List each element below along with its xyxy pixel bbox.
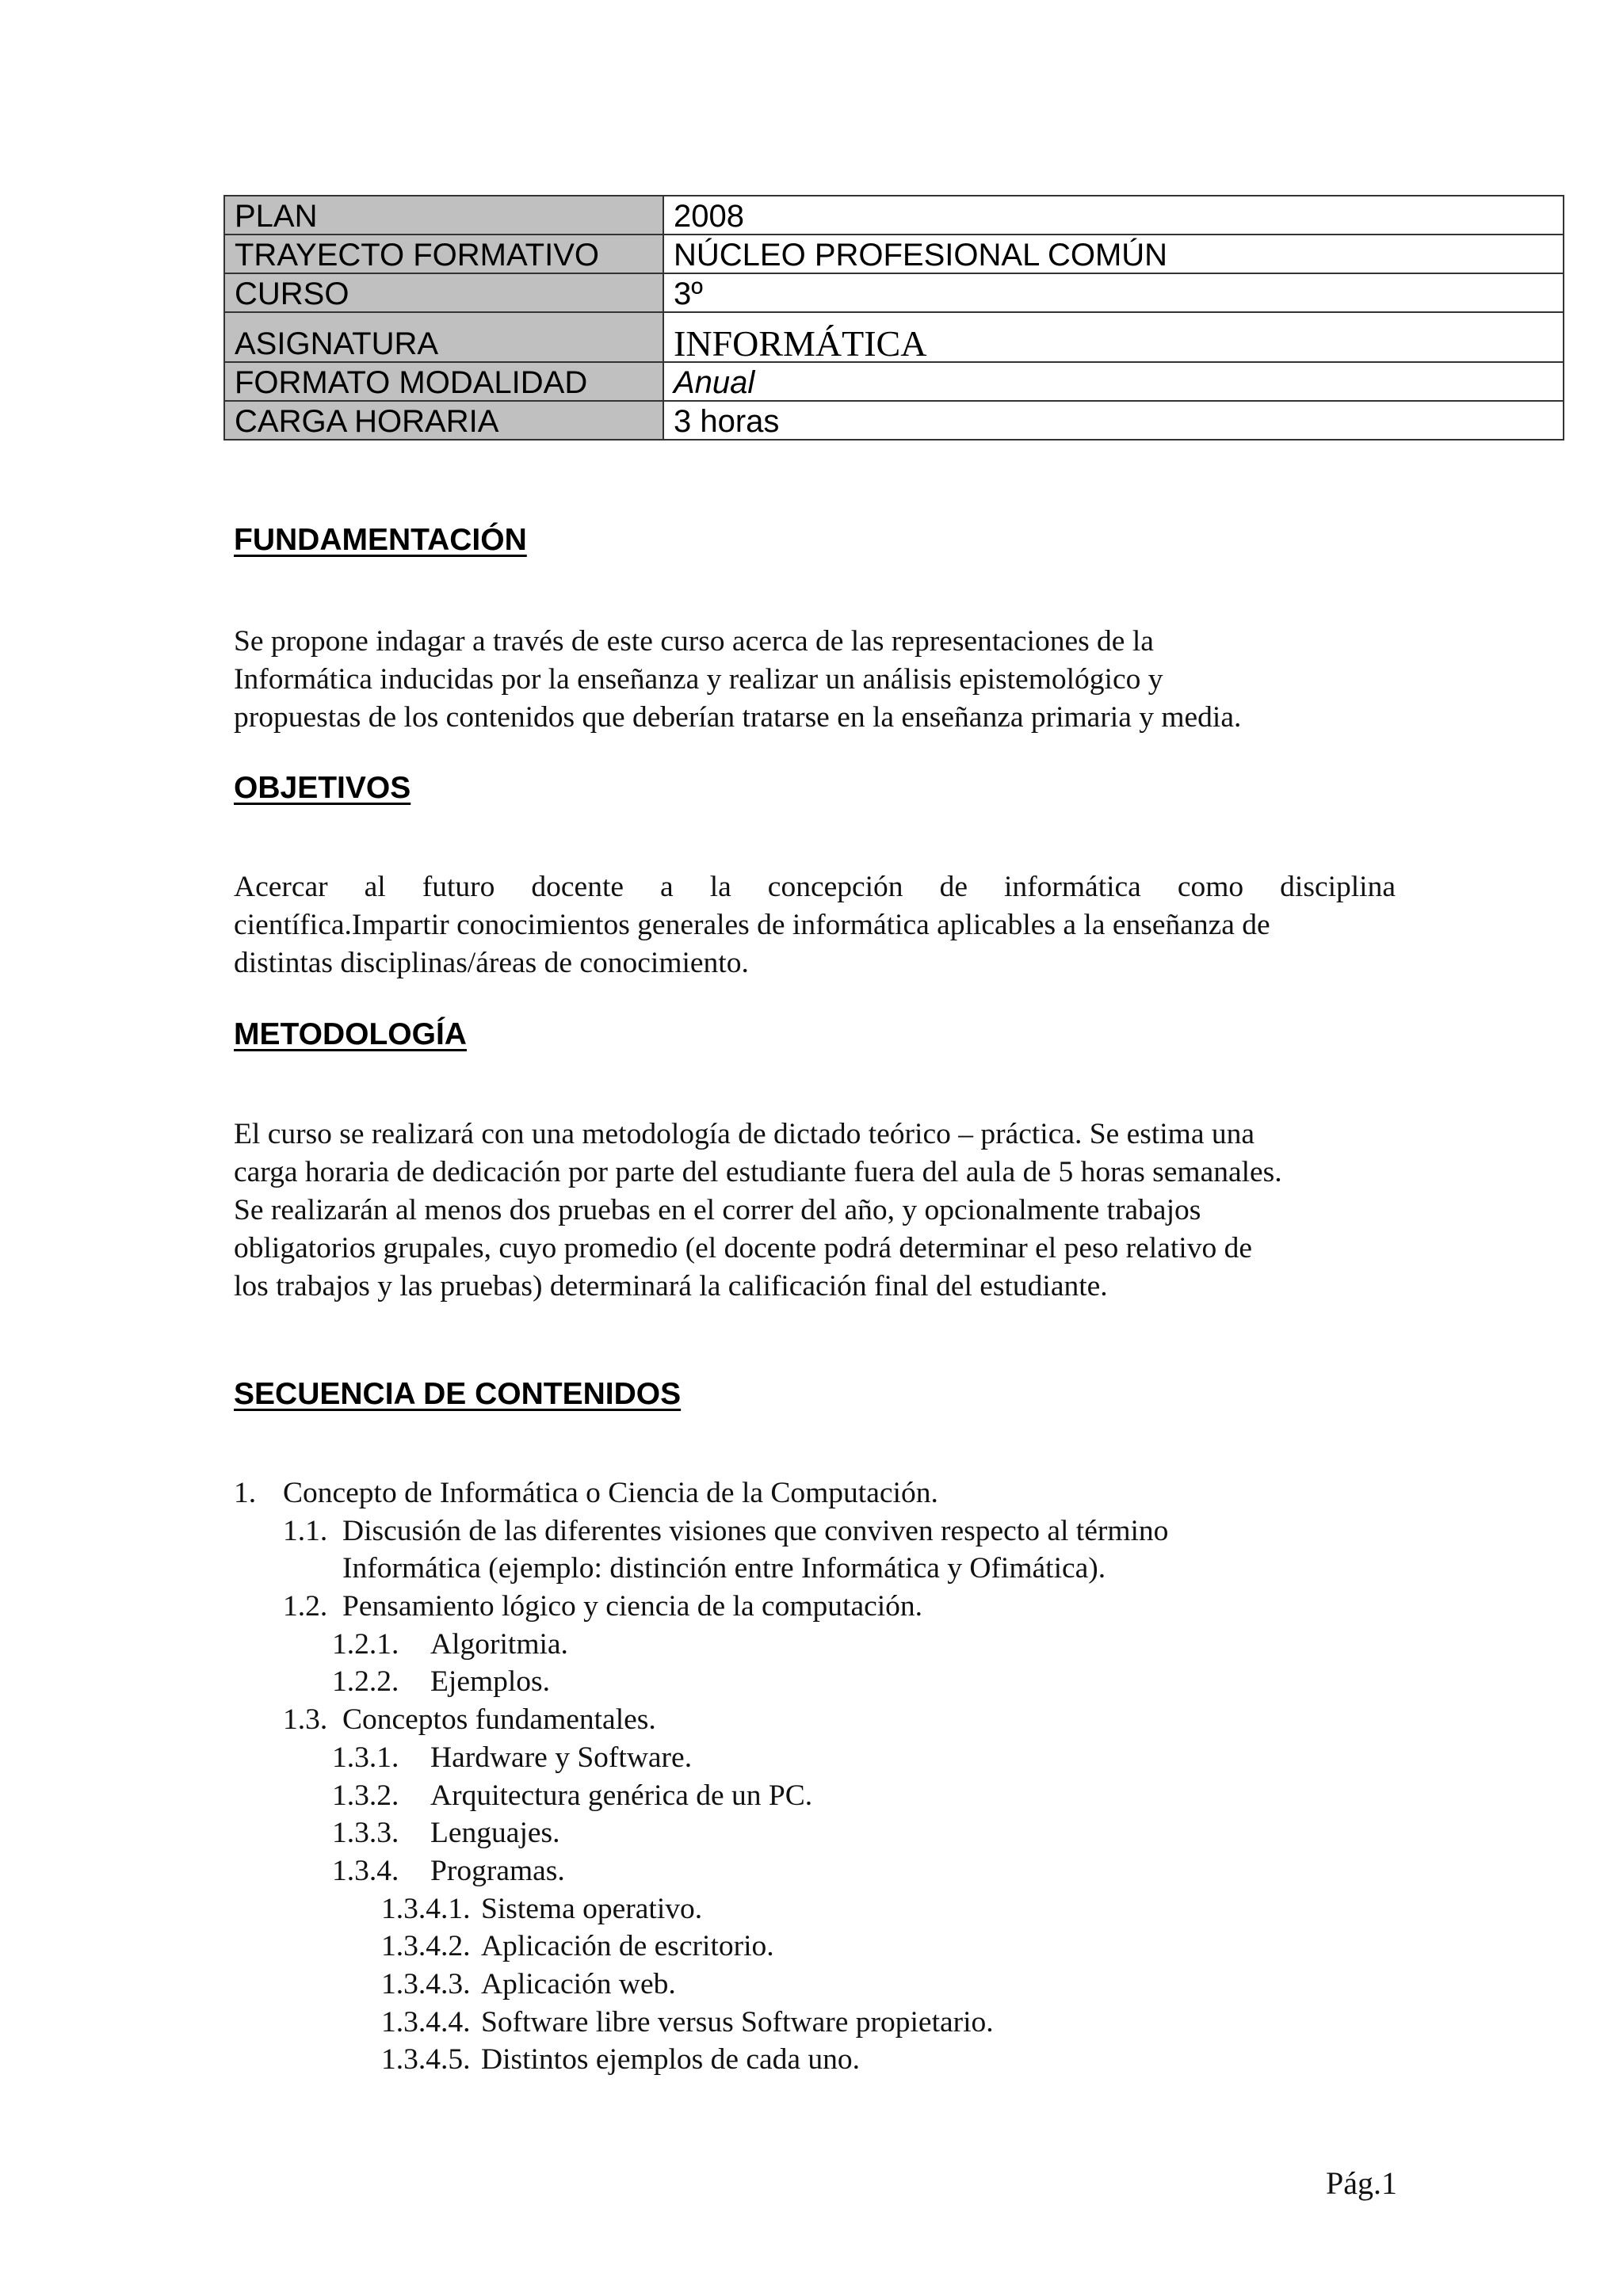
list-item-text-continued: Informática (ejemplo: distinción entre Informática y Ofimática). (342, 1552, 1106, 1585)
list-item (234, 1852, 1423, 1890)
list-item (234, 1588, 1423, 1626)
list-item-number: 1.2.2. (332, 1665, 399, 1699)
list-item-number: 1.2. (283, 1590, 328, 1623)
info-key: CARGA HORARIA (224, 401, 663, 440)
contents-list (234, 1474, 1423, 2079)
info-key: PLAN (224, 196, 663, 235)
list-item-text: Concepto de Informática o Ciencia de la Computación. (283, 1477, 938, 1509)
list-item (234, 1474, 1423, 1512)
info-key: CURSO (224, 273, 663, 312)
list-item-text: Programas. (430, 1854, 565, 1887)
list-item (234, 2004, 1423, 2042)
list-item-text: Algoritmia. (430, 1627, 568, 1661)
section-heading-objetivos: OBJETIVOS (234, 771, 411, 805)
list-item (234, 1814, 1423, 1852)
list-item-number: 1.1. (283, 1514, 328, 1547)
text-line: científica.Impartir conocimientos generales de informática aplicables a la enseñanza de (234, 909, 1270, 941)
info-row-plan (224, 196, 1564, 235)
list-item (234, 1966, 1423, 2004)
list-item-number: 1.3. (283, 1703, 328, 1737)
list-item-text: Aplicación web. (481, 1967, 676, 2000)
list-item-text: Arquitectura genérica de un PC. (430, 1779, 813, 1812)
list-item-number: 1.3.4.1. (381, 1892, 471, 1925)
text-line: carga horaria de dedicación por parte del estudiante fuera del aula de 5 horas semanales. (234, 1156, 1282, 1188)
list-item-text: Conceptos fundamentales. (342, 1703, 656, 1737)
text-line: obligatorios grupales, cuyo promedio (el docente podrá determinar el peso relativo de (234, 1232, 1252, 1264)
text-line: los trabajos y las pruebas) determinará la calificación final del estudiante. (234, 1270, 1108, 1302)
list-item-number: 1.3.4.3. (381, 1967, 471, 2000)
text-line: Acercar al futuro docente a la concepción de informática como disciplina (234, 871, 1396, 903)
info-value: Anual (663, 362, 1564, 401)
list-item-number: 1.3.1. (332, 1741, 399, 1774)
info-row-formato (224, 362, 1564, 401)
info-key: TRAYECTO FORMATIVO (224, 235, 663, 273)
info-row-trayecto (224, 235, 1564, 273)
list-item-text: Aplicación de escritorio. (481, 1930, 774, 1963)
list-item-text: Ejemplos. (430, 1665, 551, 1699)
list-item-text: Distintos ejemplos de cada uno. (481, 2043, 861, 2077)
text-line: distintas disciplinas/áreas de conocimiento. (234, 947, 749, 979)
list-item (234, 1626, 1423, 1664)
list-item-number: 1.2.1. (332, 1627, 399, 1661)
list-item-number: 1.3.4.4. (381, 2005, 471, 2039)
list-item-text: Hardware y Software. (430, 1741, 693, 1774)
list-item (234, 1928, 1423, 1966)
list-item-number: 1.3.4. (332, 1854, 399, 1887)
list-item-text: Pensamiento lógico y ciencia de la computación. (342, 1590, 923, 1623)
fundamentacion-paragraph (234, 623, 1399, 737)
metodologia-paragraph (234, 1116, 1399, 1306)
list-item-number: 1.3.3. (332, 1817, 399, 1850)
info-value: 2008 (663, 196, 1564, 235)
list-item-text-block (342, 1512, 1168, 1588)
list-item (234, 2041, 1423, 2079)
text-line: El curso se realizará con una metodología de dictado teórico – práctica. Se estima una (234, 1118, 1255, 1150)
info-value: 3º (663, 273, 1564, 312)
list-item (234, 1777, 1423, 1815)
list-item (234, 1701, 1423, 1739)
list-item (234, 1890, 1423, 1928)
course-info-table (223, 195, 1564, 441)
objetivos-paragraph (234, 868, 1399, 982)
text-line: Se realizarán al menos dos pruebas en el correr del año, y opcionalmente trabajos (234, 1194, 1201, 1226)
text-line: Informática inducidas por la enseñanza y realizar un análisis epistemológico y (234, 663, 1163, 696)
section-heading-secuencia: SECUENCIA DE CONTENIDOS (234, 1377, 682, 1411)
list-item-text: Sistema operativo. (481, 1892, 703, 1925)
list-item-number: 1.3.4.5. (381, 2043, 471, 2077)
list-item-text: Lenguajes. (430, 1817, 560, 1850)
list-item-text: Discusión de las diferentes visiones que conviven respecto al término (342, 1514, 1169, 1547)
section-heading-fundamentacion: FUNDAMENTACIÓN (234, 523, 527, 557)
text-line: Se propone indagar a través de este curso acerca de las representaciones de la (234, 625, 1154, 658)
info-row-curso (224, 273, 1564, 312)
text-line: propuestas de los contenidos que deberían tratarse en la enseñanza primaria y media. (234, 701, 1242, 734)
info-row-asignatura (224, 312, 1564, 362)
info-row-carga (224, 401, 1564, 440)
list-item (234, 1512, 1423, 1588)
list-item-text: Software libre versus Software propietario. (481, 2005, 994, 2039)
list-item (234, 1663, 1423, 1701)
info-key: ASIGNATURA (224, 312, 663, 362)
info-value: INFORMÁTICA (663, 312, 1564, 362)
list-item (234, 1739, 1423, 1777)
info-value: NÚCLEO PROFESIONAL COMÚN (663, 235, 1564, 273)
info-value: 3 horas (663, 401, 1564, 440)
list-item-number: 1.3.4.2. (381, 1930, 471, 1963)
page-number: Pág.1 (1326, 2165, 1397, 2201)
section-heading-metodologia: METODOLOGÍA (234, 1017, 467, 1051)
list-item-number: 1. (234, 1477, 257, 1509)
list-item-number: 1.3.2. (332, 1779, 399, 1812)
info-key: FORMATO MODALIDAD (224, 362, 663, 401)
